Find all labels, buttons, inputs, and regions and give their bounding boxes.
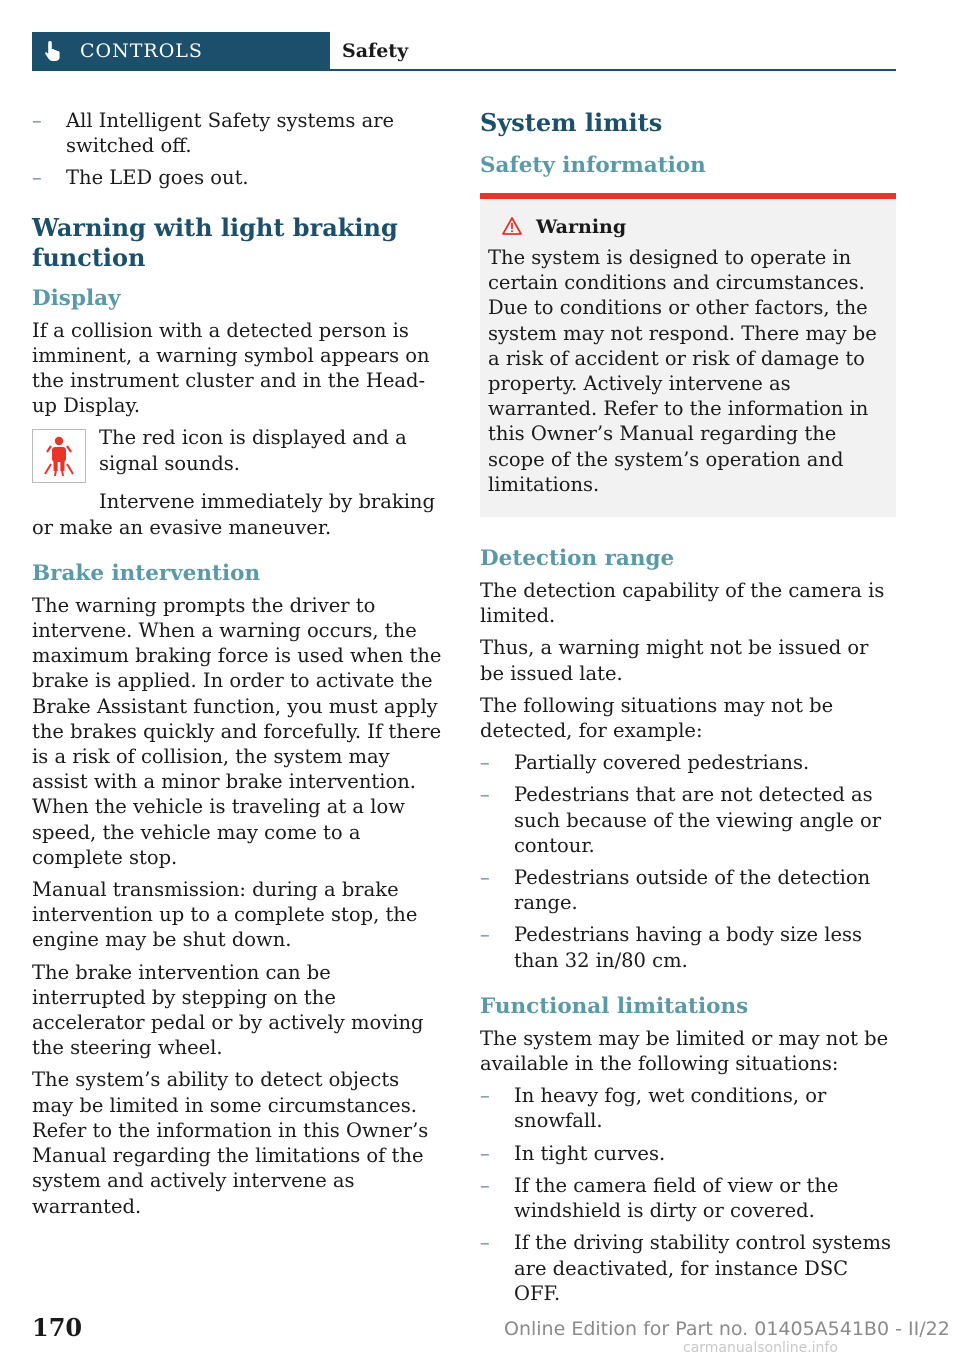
warning-text: The system is designed to operate in certain conditions and circumstances. Due to conditions or other factors, the system may not respond. There may be a risk of accident or risk of damage to property. Actively intervene as warranted. Refer to the information in this Owner’s Manual regarding the scope of the system’s operation and limitations. — [488, 246, 877, 496]
heading-display: Display — [32, 285, 121, 311]
dash-marker: – — [32, 109, 42, 132]
dash-marker: – — [480, 1173, 490, 1197]
icon-note — [32, 425, 446, 489]
dash-marker: – — [480, 1231, 490, 1255]
paragraph: The following situations may not be detected, for example: — [480, 693, 834, 743]
paragraph: Intervene immediately by braking or make an evasive maneuver. — [32, 490, 435, 539]
list-item: – In heavy fog, wet conditions, or snowfall. — [480, 1084, 827, 1133]
bullet-list — [32, 108, 446, 191]
heading-functional-limitations: Functional limitations — [480, 993, 749, 1019]
dash-marker: – — [480, 1141, 490, 1165]
header-rule — [330, 69, 896, 71]
list-item: – In tight curves. — [480, 1141, 666, 1165]
page-header — [32, 32, 896, 71]
dash-marker: – — [480, 1084, 490, 1108]
page-number: 170 — [32, 1313, 83, 1342]
paragraph: If a collision with a detected person is imminent, a warning symbol appears on the instrument cluster and in the Head-up Display. — [32, 318, 430, 418]
list-item: – Pedestrians outside of the detection range. — [480, 866, 871, 915]
list-item: – Pedestrians that are not detected as such because of the viewing angle or contour. — [480, 783, 882, 857]
pedestrian-warning-icon — [33, 430, 85, 482]
warning-triangle-icon — [502, 217, 522, 235]
list-item: – If the camera field of view or the windshield is dirty or covered. — [480, 1173, 839, 1223]
chapter-tab — [32, 32, 330, 71]
section-title: Safety — [342, 40, 409, 62]
right-column — [480, 108, 896, 1314]
list-item: – If the driving stability control systems are deactivated, for instance DSC OFF. — [480, 1231, 891, 1305]
paragraph: The system may be limited or may not be available in the following situations: — [480, 1026, 889, 1076]
edition-footer: Online Edition for Part no. 01405A541B0 - II/22 — [504, 1318, 950, 1340]
paragraph: The brake intervention can be interrupted by stepping on the accelerator pedal or by actively moving the steering wheel. — [32, 960, 424, 1060]
dash-marker: – — [480, 783, 490, 807]
list-item: – Pedestrians having a body size less than 32 in/80 cm. — [480, 923, 863, 972]
dash-marker: – — [480, 866, 490, 890]
icon-description: The red icon is displayed and a signal sounds. — [99, 426, 407, 475]
list-item: – The LED goes out. — [32, 166, 249, 190]
left-column — [32, 108, 446, 1226]
heading-warning-light-braking: Warning with light braking function — [32, 212, 398, 272]
paragraph: Manual transmission: during a brake intervention up to a complete stop, the engine may be shut down. — [32, 878, 418, 952]
chapter-label: CONTROLS — [80, 40, 203, 62]
heading-brake-intervention: Brake intervention — [32, 560, 261, 586]
paragraph: The system’s ability to detect objects may be limited in some circumstances. Refer to the information in this Owner’s Manual regarding the limitations of the system and actively intervene as warranted. — [32, 1068, 429, 1218]
watermark: carmanualsonline.info — [683, 1340, 838, 1356]
dash-marker: – — [32, 166, 42, 190]
heading-safety-information: Safety information — [480, 153, 706, 178]
heading-system-limits: System limits — [480, 108, 663, 137]
dash-marker: – — [480, 751, 490, 775]
warning-box — [480, 193, 896, 517]
icon-frame — [32, 429, 86, 483]
paragraph: The warning prompts the driver to intervene. When a warning occurs, the maximum braking force is used when the brake is applied. In order to activate the Brake Assistant function, you must apply the brakes quickly and forcefully. If there is a risk of collision, the system may assist with a minor brake intervention. When the vehicle is traveling at a low speed, the vehicle may come to a complete stop. — [32, 593, 442, 869]
warning-title: Warning — [488, 213, 888, 241]
paragraph: Thus, a warning might not be issued or be issued late. — [480, 636, 869, 685]
bullet-list — [480, 750, 896, 973]
list-item: – All Intelligent Safety systems are switched off. — [32, 109, 395, 158]
dash-marker: – — [480, 923, 490, 947]
list-item: – Partially covered pedestrians. — [480, 751, 810, 775]
hand-pointer-icon — [44, 40, 62, 62]
heading-detection-range: Detection range — [480, 546, 675, 572]
paragraph: The detection capability of the camera is limited. — [480, 579, 885, 628]
bullet-list — [480, 1083, 896, 1306]
